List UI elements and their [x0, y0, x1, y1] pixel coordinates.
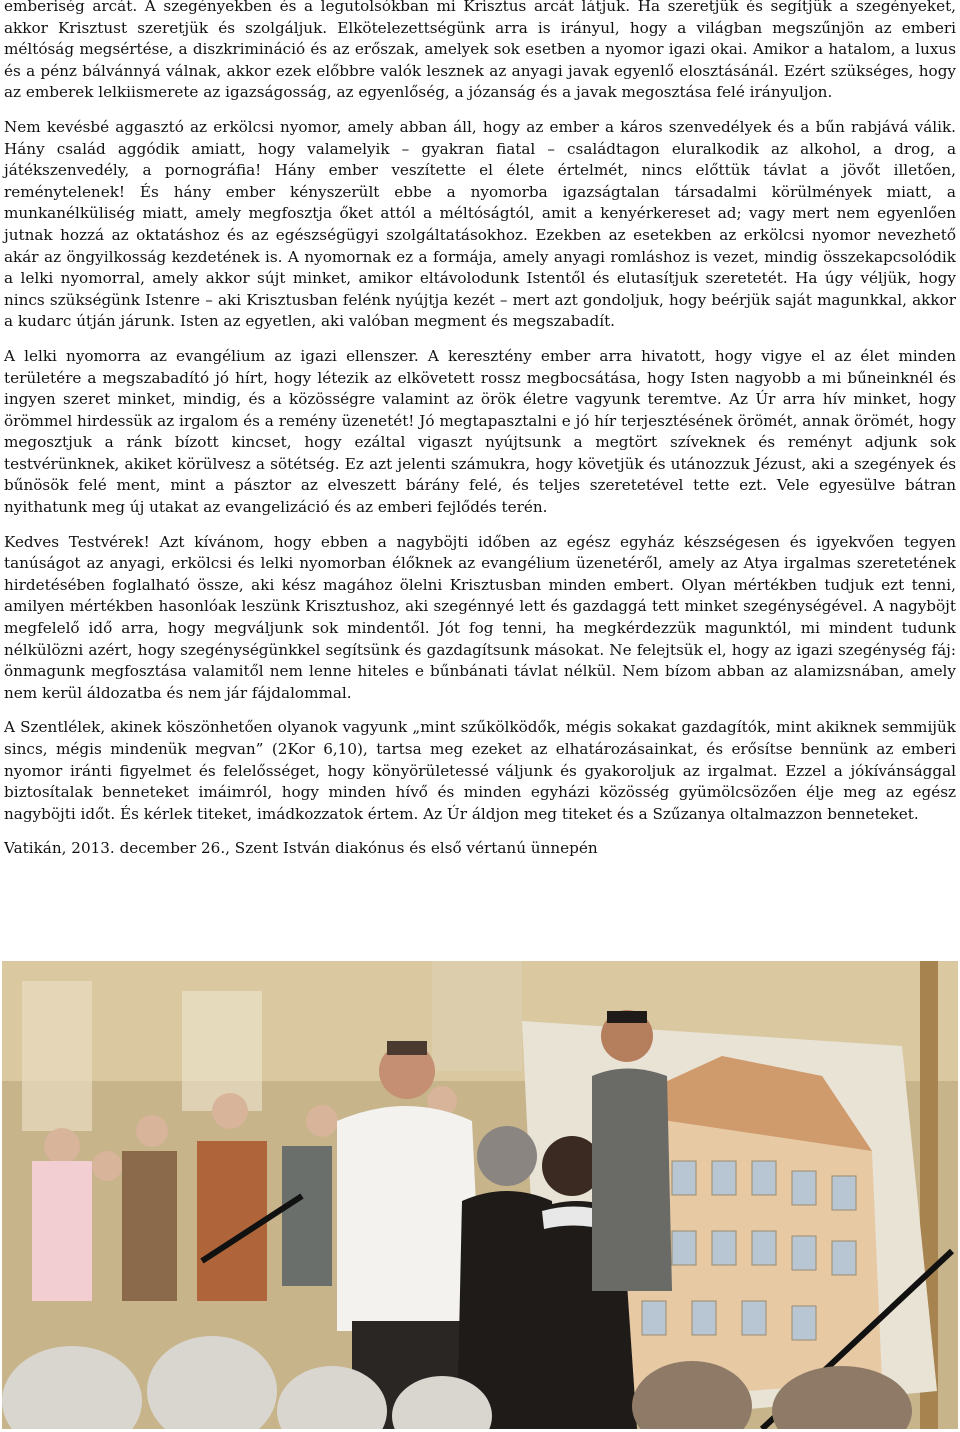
- paragraph-2: Nem kevésbé aggasztó az erkölcsi nyomor, amely abban áll, hogy az ember a káros szenvedélyek és a bűn rabjává válik. Hány család aggódik amiatt, hogy valamelyik – gyakran fiatal – családtagon eluralkodik az alkohol, a drog, a játékszenvedély, a pornográfia! Hány ember veszítette el élete értelmét, nincs előttük távlat a jövőt illetően, reménytelenek! És hány ember kényszerült ebbe a nyomorba igazságtalan társadalmi körülmények miatt, a munkanélküliség miatt, amely megfosztja őket attól a méltóságtól, amit a kenyérkereset ad; vagy mert nem egyenlően jutnak hozzá az oktatáshoz és az egészségügyi szolgáltatásokhoz. Ezekben az esetekben az erkölcsi nyomor nevezhető akár az öngyilkosság kezdetének is. A nyomornak ez a formája, amely anyagi romláshoz is vezet, mindig összekapcsolódik a lelki nyomorral, amely akkor sújt minket, amikor eltávolodunk Istentől és elutasítjuk szeretetét. Ha úgy véljük, hogy nincs szükségünk Istenre – aki Krisztusban felénk nyújtja kezét – mert azt gondoljuk, hogy beérjük saját magunkkal, akkor a kudarc útján járunk. Isten az egyetlen, aki valóban megment és megszabadít.: [4, 117, 956, 331]
- paragraph-1: emberiség arcát. A szegényekben és a legutolsókban mi Krisztus arcát látjuk. Ha szeretjük és segítjük a szegényeket, akkor Krisztust szeretjük és szolgáljuk. Elkötelezettségünk arra is irányul, hogy a világban megszűnjön az emberi méltóság megsértése, a diszkrimináció és az erőszak, amelyek sok esetben a nyomor igazi okai. Amikor a hatalom, a luxus és a pénz bálvánnyá válnak, akkor ezek előbbre valók lesznek az anyagi javak egyenlő elosztásánál. Ezért szükséges, hogy az emberek lelkiismerete az igazságosság, az egyenlőség, a józanság és a javak megosztása felé irányuljon.: [4, 0, 956, 102]
- paragraph-5: A Szentlélek, akinek köszönhetően olyanok vagyunk „mint szűkölködők, mégis sokakat gazdagítók, mint akiknek semmijük sincs, mégis mindenük megvan” (2Kor 6,10), tartsa meg ezeket az elhatározásainkat, és erősítse bennünk az emberi nyomor iránti figyelmet és felelősséget, hogy könyörületessé váljunk és gyakoroljuk az irgalmat. Ezzel a jókívánsággal biztosítalak benneteket imáimról, hogy minden hívő és minden egyházi közösség gyümölcsözően élje meg az egész nagyböjti időt. És kérlek titeket, imádkozzatok értem. Az Úr áldjon meg titeket és a Szűzanya oltalmazzon benneteket.: [4, 718, 956, 823]
- event-photo: [2, 961, 958, 1429]
- document-page: [4, 0, 956, 860]
- paragraph-4: Kedves Testvérek! Azt kívánom, hogy ebben a nagyböjti időben az egész egyház készségesen és igyekvően tegyen tanúságot az anyagi, erkölcsi és lelki nyomorban élőknek az evangélium üzenetéről, amely az Atya irgalmas szeretetének hirdetésében foglalható össze, aki kész magához ölelni Krisztusban minden embert. Olyan mértékben tudjuk ezt tenni, amilyen mértékben hasonlóak leszünk Krisztushoz, aki szegénnyé lett és gazdaggá tett minket szegénységével. A nagyböjt megfelelő idő arra, hogy megváljunk sok mindentől. Jót fog tenni, ha megkérdezzük magunktól, mi mindent tudunk nélkülözni azért, hogy szegénységünkkel segítsünk és gazdagítsunk másokat. Ne felejtsük el, hogy az igazi szegénység fáj: önmagunk megfosztása valamitől nem lenne hiteles e bűnbánati távlat nélkül. Nem bízom abban az alamizsnában, amely nem kerül áldozatba és nem jár fájdalommal.: [4, 532, 956, 702]
- signature-line: Vatikán, 2013. december 26., Szent István diakónus és első vértanú ünnepén: [4, 839, 598, 858]
- event-photo-illustration: [2, 961, 958, 1429]
- paragraph-3: A lelki nyomorra az evangélium az igazi ellenszer. A keresztény ember arra hivatott, hogy vigye el az élet minden területére a megszabadító jó hírt, hogy létezik az elkövetett rossz megbocsátása, hogy Isten nagyobb a mi bűneinknél és ingyen szeret minket, mindig, és a közösségre valamint az örök életre vagyunk teremtve. Az Úr arra hív minket, hogy örömmel hirdessük az irgalom és a remény üzenetét! Jó megtapasztalni e jó hír terjesztésének örömét, annak örömét, hogy megosztjuk a ránk bízott kincset, hogy ezáltal vigaszt nyújtsunk a megtört szíveknek és reményt adjunk sok testvérünknek, akiket körülvesz a sötétség. Ez azt jelenti számukra, hogy követjük és utánozzuk Jézust, aki a szegények és bűnösök felé ment, mint a pásztor az elveszett bárány felé, és teljes szeretetével tette ezt. Vele egyesülve bátran nyithatunk meg új utakat az evangelizáció és az emberi fejlődés terén.: [4, 346, 956, 517]
